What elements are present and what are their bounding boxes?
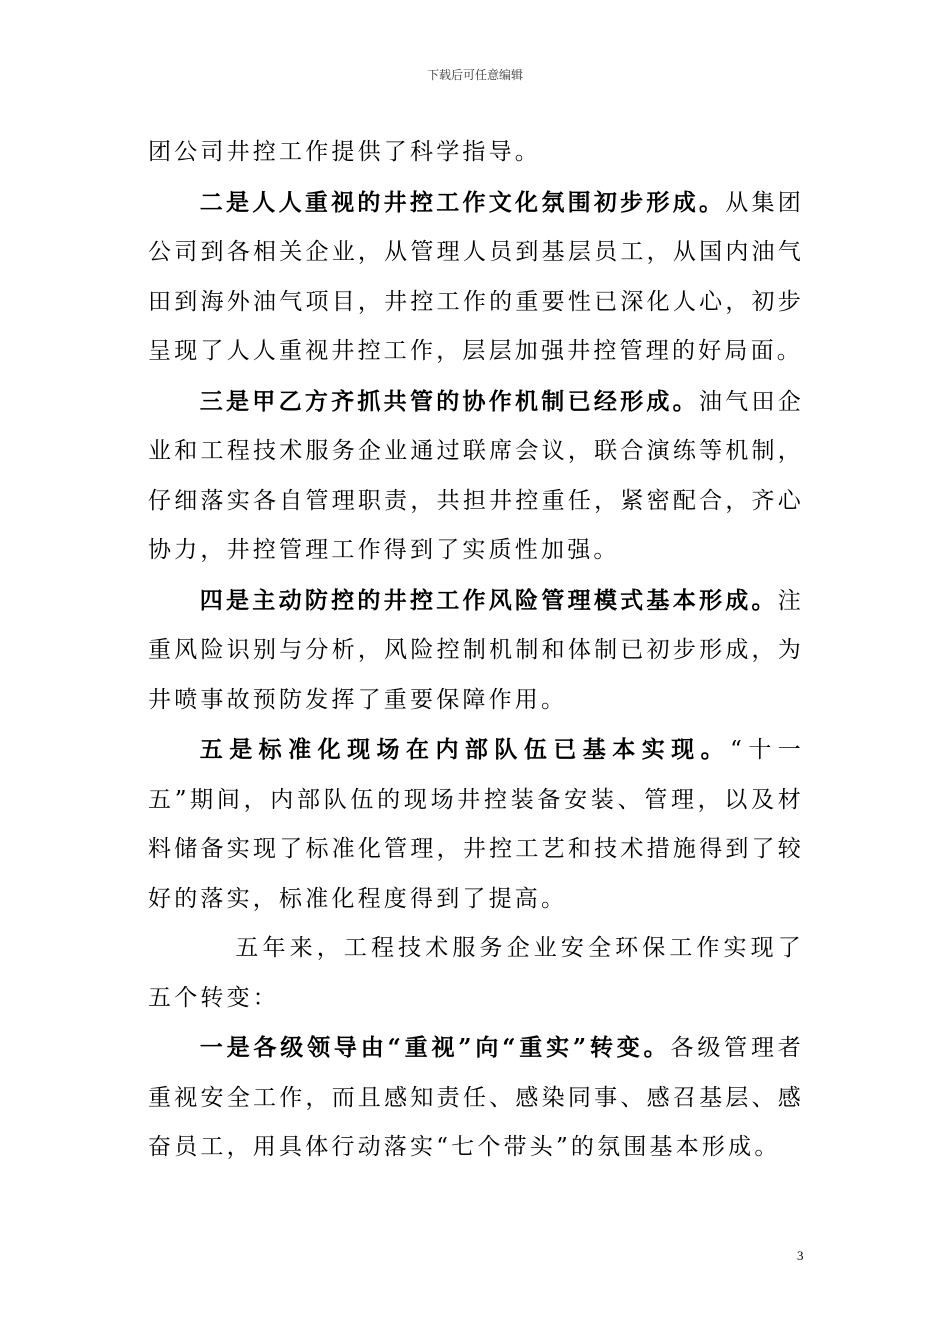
paragraph-lead: 二是人人重视的井控工作文化氛围初步形成。: [199, 188, 726, 216]
paragraph-point-three: [148, 377, 804, 576]
paragraph-point-four: [148, 576, 804, 726]
paragraph-body: 注重风险识别与分析，风险控制机制和体制已初步形成，为井喷事故预防发挥了重要保障作用。: [148, 587, 804, 713]
page-number: 3: [797, 1248, 804, 1263]
paragraph-point-two: [148, 178, 804, 377]
paragraph-body: 从集团公司到各相关企业，从管理人员到基层员工，从国内油气田到海外油气项目，井控工作的重要性已深化人心，初步呈现了人人重视井控工作，层层加强井控管理的好局面。: [148, 189, 804, 364]
paragraph-continuation: [148, 128, 804, 178]
paragraph-lead: 五是标准化现场在内部队伍已基本实现。: [199, 736, 731, 763]
paragraph-body: 五年来，工程技术服务企业安全环保工作实现了五个转变：: [148, 935, 804, 1011]
paragraph-body: 油气田企业和工程技术服务企业通过联席会议，联合演练等机制，仔细落实各自管理职责，共担井控重任，紧密配合，齐心协力，井控管理工作得到了实质性加强。: [148, 388, 804, 563]
paragraph-change-one: [148, 1023, 804, 1173]
paragraph-body: “十一五”期间，内部队伍的现场井控装备安装、管理，以及材料储备实现了标准化管理，井控工艺和技术措施得到了较好的落实，标准化程度得到了提高。: [148, 737, 804, 912]
paragraph-body: 各级管理者重视安全工作，而且感知责任、感染同事、感召基层、感奋员工，用具体行动落实“七个带头”的氛围基本形成。: [148, 1035, 805, 1160]
paragraph-body: 团公司井控工作提供了科学指导。: [148, 139, 541, 165]
paragraph-point-five: [148, 725, 804, 924]
paragraph-summary: [148, 924, 804, 1023]
document-body: [148, 128, 804, 1173]
page-header: 下载后可任意编辑: [426, 68, 523, 82]
paragraph-lead: 一是各级领导由“重视”向“重实”转变。: [199, 1034, 671, 1061]
paragraph-lead: 三是甲乙方齐抓共管的协作机制已经形成。: [199, 387, 699, 415]
paragraph-lead: 四是主动防控的井控工作风险管理模式基本形成。: [199, 586, 778, 614]
